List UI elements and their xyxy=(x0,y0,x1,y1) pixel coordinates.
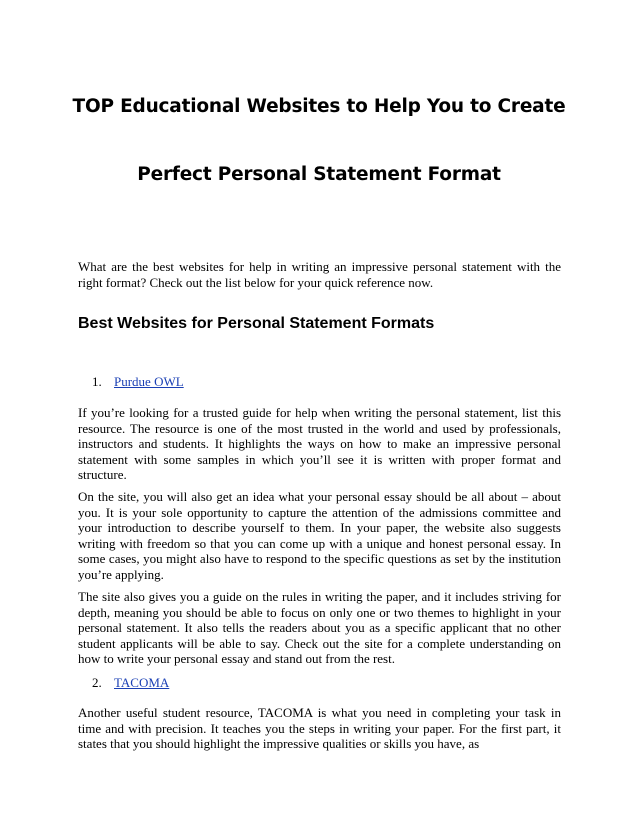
title-line-2: Perfect Personal Statement Format xyxy=(137,164,501,185)
tacoma-paragraph-1: Another useful student resource, TACOMA is what you need in completing your task in time and with precision. It teaches you the steps in writing your paper. For the first part, it states that you should highlight the impressive qualities or skills you have, as xyxy=(78,705,561,752)
purdue-paragraph-1: If you’re looking for a trusted guide for help when writing the personal statement, list this resource. The resource is one of the most trusted in the world and used by professionals, instructors and students. It highlights the ways on how to make an impressive personal statement with some samples in which you’ll see it is written with proper format and structure. xyxy=(78,405,561,483)
purdue-owl-link[interactable]: Purdue OWL xyxy=(114,374,184,389)
title-line-1: TOP Educational Websites to Help You to Create xyxy=(72,96,566,117)
purdue-paragraph-3: The site also gives you a guide on the rules in writing the paper, and it includes striving for depth, meaning you should be able to focus on only one or two themes to highlight in your personal statement. It also tells the readers about you as a specific applicant that no other student applicants will be able to say. Check out the site for a complete understanding on how to write your personal essay and stand out from the rest. xyxy=(78,589,561,667)
tacoma-link[interactable]: TACOMA xyxy=(114,675,170,690)
purdue-paragraph-2: On the site, you will also get an idea what your personal essay should be all about – about you. It is your sole opportunity to capture the attention of the admissions committee and your introduction to describe yourself to them. In your paper, the website also suggests writing with freedom so that you can come up with a unique and honest personal essay. In some cases, you might also have to respond to the specific questions as set by the institution you’re applying. xyxy=(78,489,561,582)
list-number: 1. xyxy=(92,374,102,389)
list-number: 2. xyxy=(92,675,102,690)
intro-paragraph: What are the best websites for help in writing an impressive personal statement with the right format? Check out the list below for your quick reference now. xyxy=(78,259,561,290)
section-heading: Best Websites for Personal Statement Formats xyxy=(78,315,435,332)
